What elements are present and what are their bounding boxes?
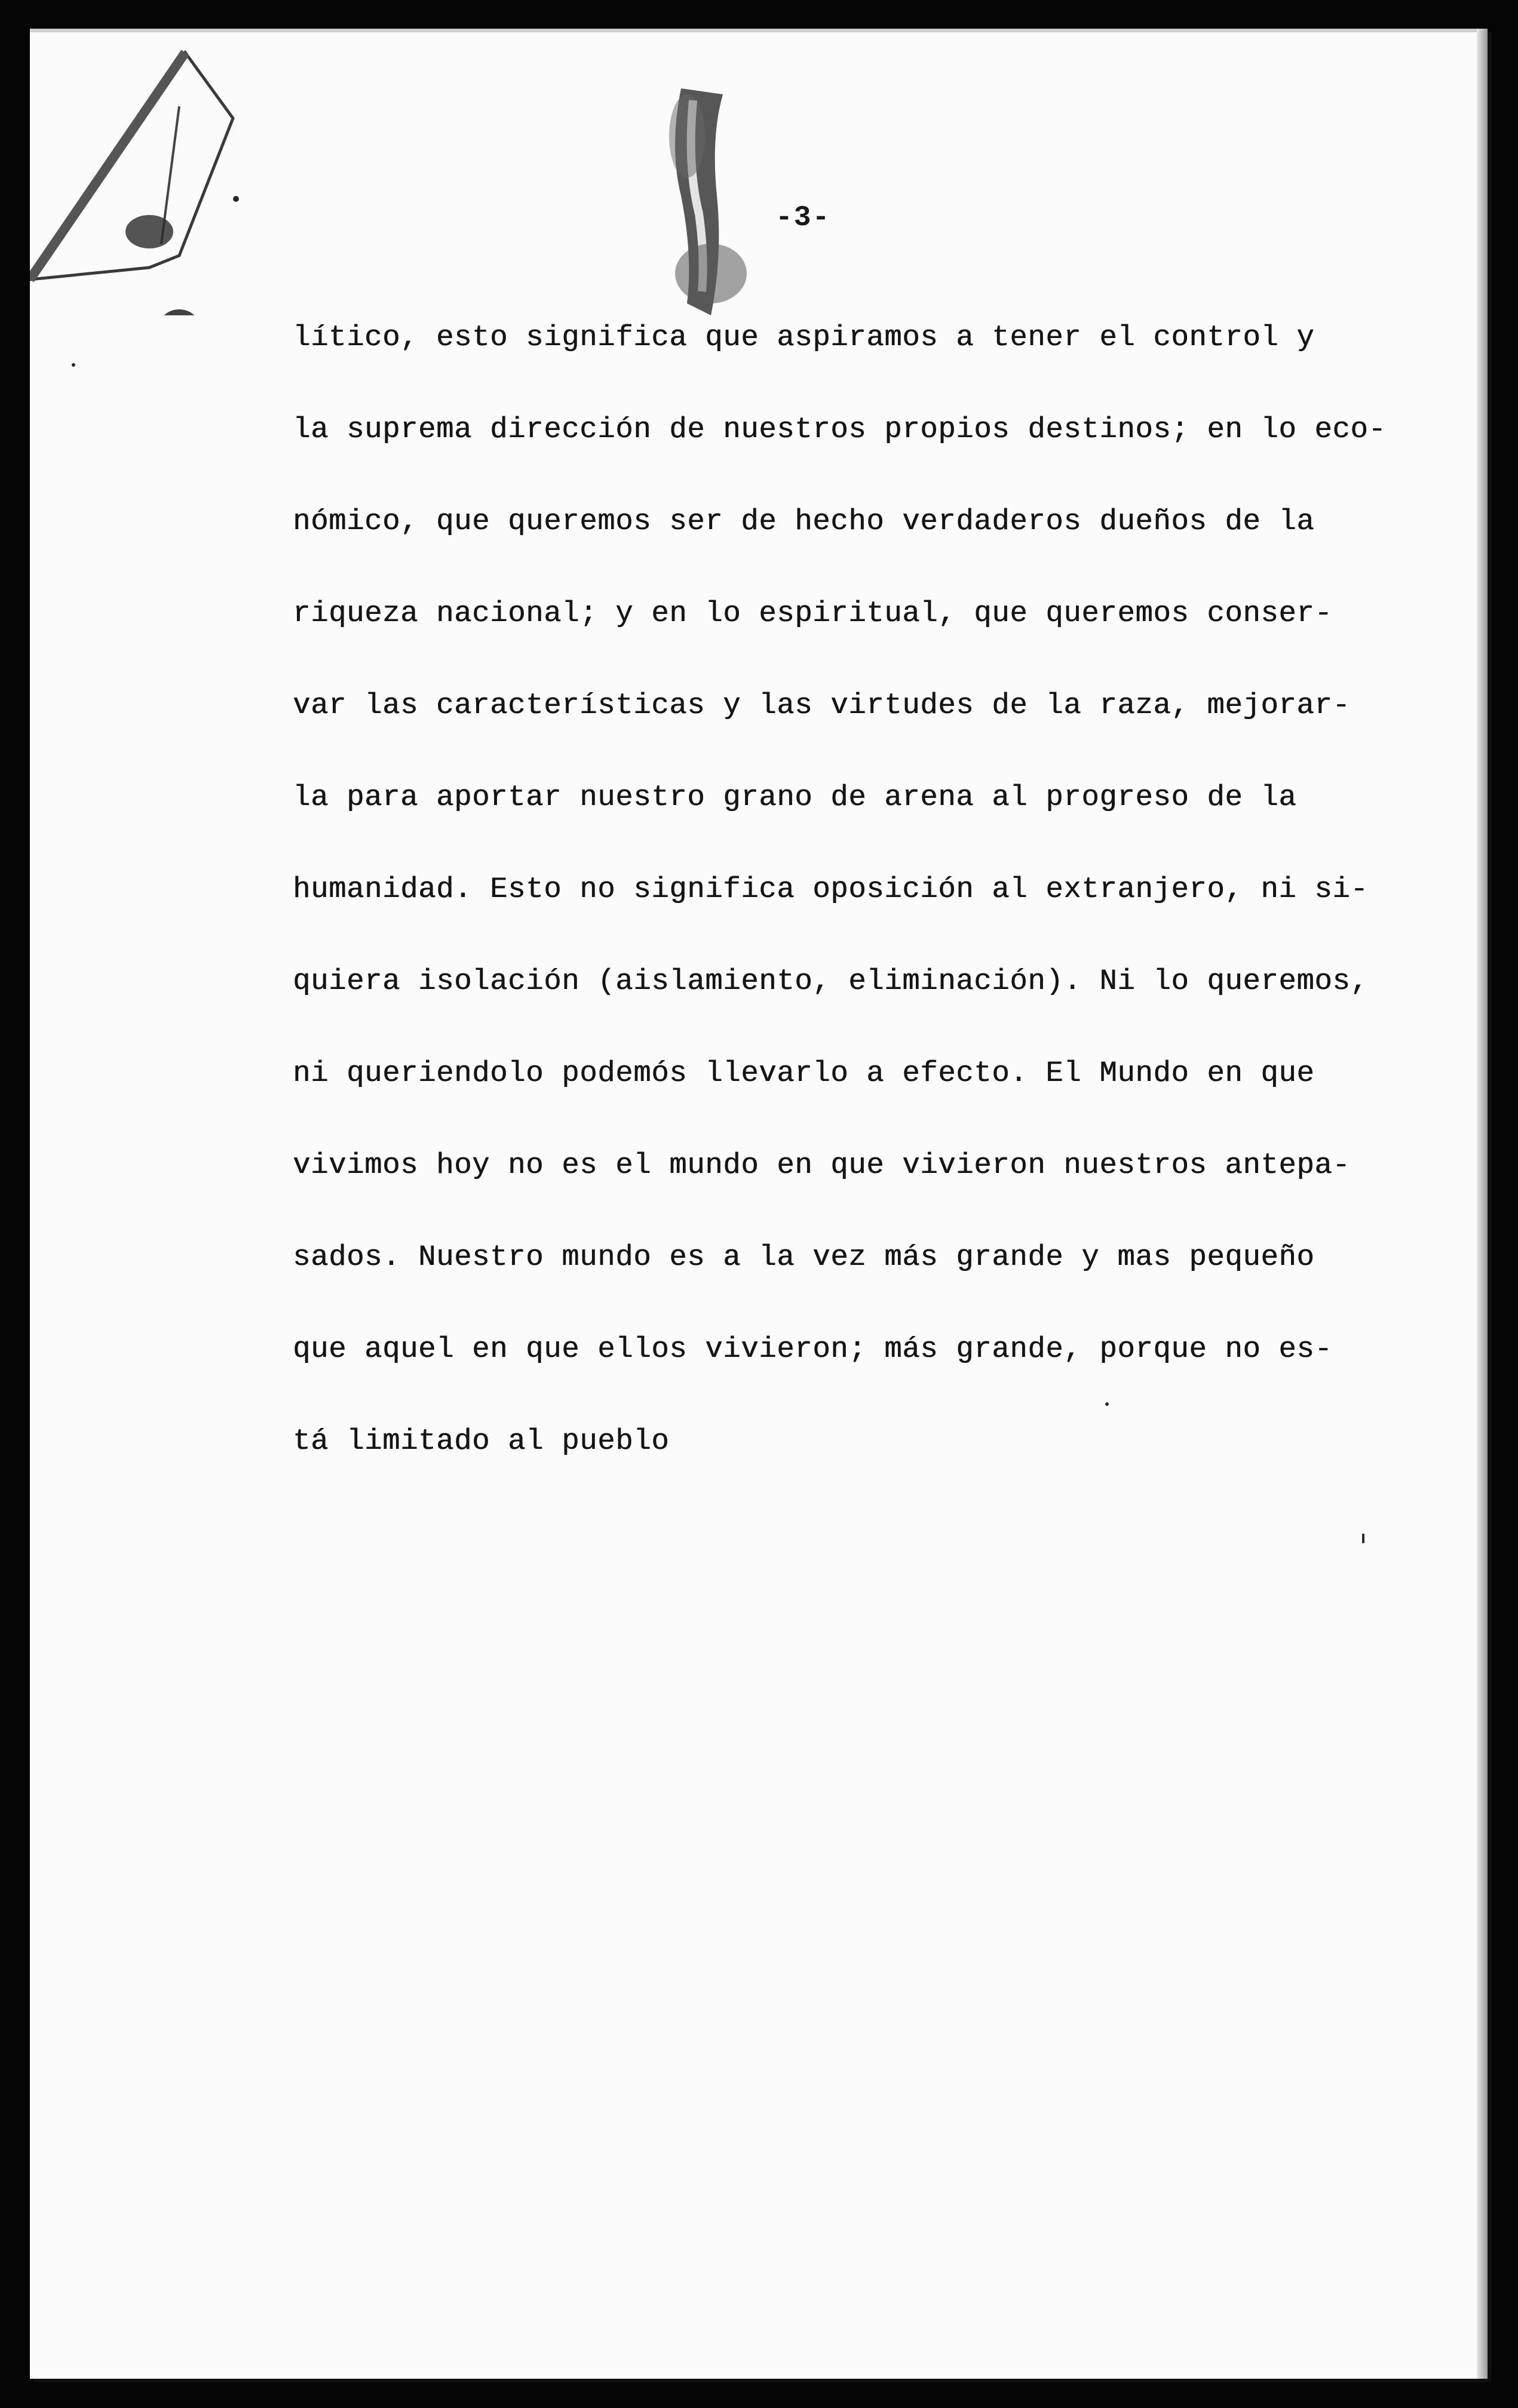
- text-line-3: nómico, que queremos ser de hecho verdaderos dueños de la: [293, 505, 1315, 538]
- text-line-2: la suprema dirección de nuestros propios destinos; en lo eco-: [293, 413, 1387, 446]
- page-number: -3-: [775, 202, 831, 234]
- text-line-11: sados. Nuestro mundo es a la vez más grande y mas pequeño: [293, 1240, 1315, 1274]
- ink-speck: [1362, 1534, 1364, 1543]
- text-line-9: ni queriendolo podemós llevarlo a efecto. El Mundo en que: [293, 1056, 1315, 1090]
- text-line-12: que aquel en que ellos vivieron; más grande, porque no es-: [293, 1332, 1333, 1366]
- ink-speck: [72, 363, 75, 367]
- text-line-13: tá limitado al pueblo: [293, 1424, 670, 1458]
- text-line-4: riqueza nacional; y en lo espiritual, que queremos conser-: [293, 597, 1333, 630]
- paper-right-edge: [1477, 29, 1488, 2379]
- ink-speck: [233, 196, 239, 202]
- torn-smudge-mark: [645, 76, 771, 327]
- text-line-5: var las características y las virtudes de la raza, mejorar-: [293, 689, 1351, 722]
- typewritten-body: [293, 291, 1392, 1487]
- paper-top-edge: [30, 29, 1488, 32]
- text-line-1: lítico, esto significa que aspiramos a tener el control y: [293, 321, 1315, 354]
- text-line-6: la para aportar nuestro grano de arena al progreso de la: [293, 781, 1297, 814]
- ink-speck: [1105, 1402, 1109, 1406]
- text-line-10: vivimos hoy no es el mundo en que vivieron nuestros antepa-: [293, 1148, 1351, 1182]
- paper-sheet: [30, 29, 1488, 2379]
- text-line-8: quiera isolación (aislamiento, eliminación). Ni lo queremos,: [293, 965, 1369, 998]
- corner-fold-mark: [30, 29, 281, 315]
- text-line-7: humanidad. Esto no significa oposición al extranjero, ni si-: [293, 873, 1369, 906]
